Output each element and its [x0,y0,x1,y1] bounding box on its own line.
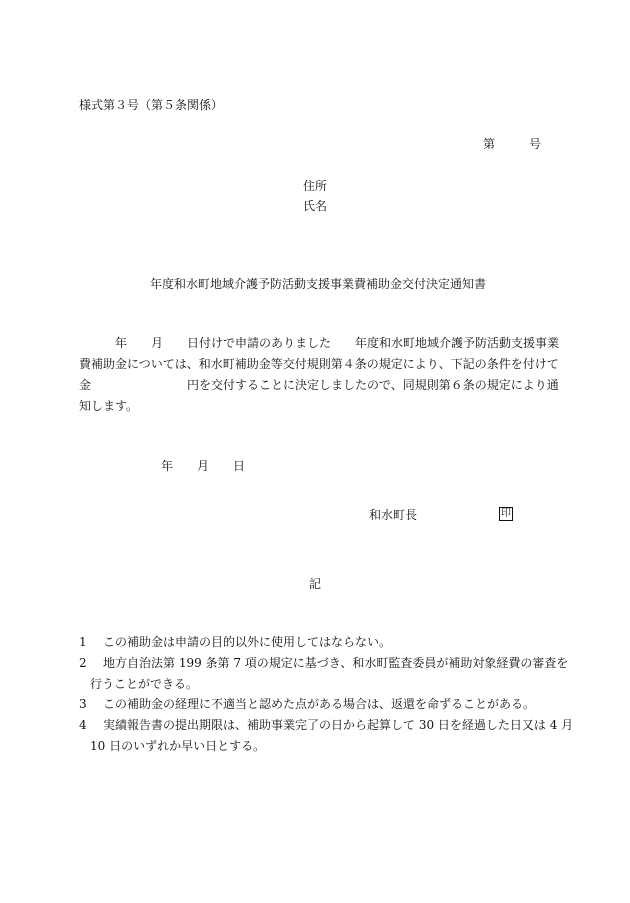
condition-number: 3 [79,697,87,711]
body-line-2: 費補助金については、和水町補助金等交付規則第４条の規定により、下記の条件を付けて [79,357,559,371]
condition-item-1 [79,636,391,648]
form-label: 様式第３号（第５条関係） [79,98,224,112]
condition-item-2 [79,657,568,669]
address-label: 住所 [303,179,328,193]
number-dai: 第 [483,137,496,151]
condition-text: この補助金は申請の目的以外に使用してはならない。 [103,635,392,649]
body-line-1 [79,337,559,349]
condition-item-4 [79,719,573,731]
body-line-3-rest: 円を交付することに決定しましたので、同規則第６条の規定により通 [187,378,559,392]
mayor-label: 和水町長 [369,508,418,522]
condition-text: この補助金の経理に不適当と認めた点がある場合は、返還を命ずることがある。 [103,697,536,711]
body-month: 月 [151,336,164,350]
condition-number: 2 [79,656,87,670]
seal-box: 印 [501,508,511,519]
date-month: 月 [197,459,210,473]
condition-item-3 [79,698,535,710]
name-label: 氏名 [303,199,328,213]
body-line-3 [79,379,559,391]
body-line-4: 知します。 [79,399,139,413]
ki-heading: 記 [309,577,322,591]
number-gou: 号 [529,137,542,151]
condition-text: 地方自治法第 199 条第 7 項の規定に基づき、和水町監査委員が補助対象経費の審査を [103,656,569,670]
body-kin: 金 [79,378,92,392]
document-title: 年度和水町地域介護予防活動支援事業費補助金交付決定通知書 [150,277,487,291]
body-year: 年 [115,336,128,350]
condition-text: 実績報告書の提出期限は、補助事業完了の日から起算して 30 日を経過した日又は 4 月 [103,718,574,732]
body-line-1-rest: 日付けで申請のありました 年度和水町地域介護予防活動支援事業 [187,336,560,350]
condition-number: 4 [79,718,87,732]
date-day: 日 [233,459,246,473]
condition-item-2-continuation: 行うことができる。 [90,677,199,691]
date-year: 年 [161,459,174,473]
condition-item-4-continuation: 10 日のいずれか早い日とする。 [90,739,266,753]
condition-number: 1 [79,635,87,649]
